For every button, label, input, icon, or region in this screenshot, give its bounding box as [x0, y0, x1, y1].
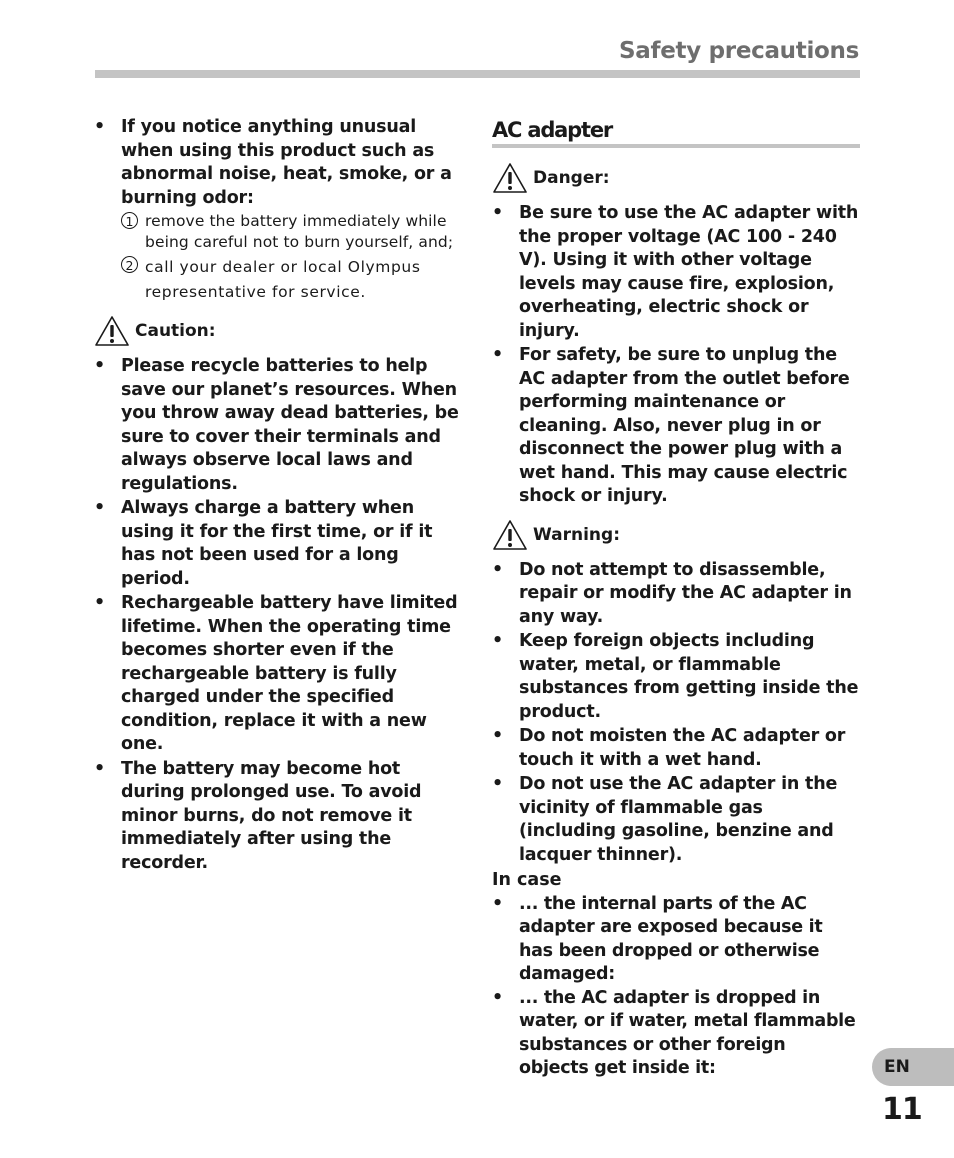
- list-item: [94, 355, 464, 496]
- left-column: [94, 116, 464, 876]
- warning-triangle-icon: [492, 519, 528, 551]
- in-case-item: [492, 893, 860, 987]
- list-item-text: For safety, be sure to unplug the AC adapter from the outlet before performing maintenance or cleaning. Also, never plug in or disconnect the power plug with a wet hand. This may cause electric shock or injury.: [519, 345, 850, 506]
- danger-heading: [492, 162, 860, 194]
- bullet-icon: •: [94, 356, 105, 376]
- list-item-text: Do not use the AC adapter in the vicinity of flammable gas (including gasoline, benzine and lacquer thinner).: [519, 774, 838, 865]
- step-item: [94, 255, 464, 305]
- in-case-label: In case: [492, 870, 562, 890]
- right-column: [492, 116, 860, 1081]
- bullet-icon: •: [492, 559, 503, 580]
- danger-label: Danger:: [533, 168, 610, 188]
- warning-heading: [492, 519, 860, 551]
- list-item: [492, 773, 860, 867]
- bullet-icon: •: [94, 758, 105, 779]
- list-item-text: Please recycle batteries to help save our planet’s resources. When you throw away dead batteries, be sure to cover their terminals and always observe local laws and regulations.: [121, 356, 459, 494]
- step-text: remove the battery immediately while being careful not to burn yourself, and;: [145, 212, 454, 251]
- list-item-text: Do not moisten the AC adapter or touch it with a wet hand.: [519, 726, 846, 770]
- list-item-text: Keep foreign objects including water, metal, or flammable substances from getting inside the product.: [519, 631, 859, 722]
- bullet-icon: •: [492, 726, 503, 746]
- caution-label: Caution:: [135, 321, 216, 341]
- section-title: AC adapter: [492, 118, 613, 142]
- list-item: [94, 758, 464, 876]
- warning-triangle-icon: [492, 162, 528, 194]
- caution-heading: [94, 315, 464, 347]
- list-item: [492, 344, 860, 509]
- step-number-1: 1: [121, 212, 138, 229]
- bullet-icon: •: [492, 987, 503, 1008]
- step-number-2: 2: [121, 256, 138, 273]
- step-text: call your dealer or local Olympus representative for service.: [145, 258, 421, 301]
- header-rule: [95, 70, 860, 78]
- language-tab: EN: [872, 1048, 954, 1086]
- list-item-unusual: [94, 116, 464, 210]
- bullet-icon: •: [94, 498, 105, 518]
- list-item: [492, 559, 860, 630]
- bullet-icon: •: [94, 593, 105, 613]
- list-item: [94, 592, 464, 757]
- list-item: [492, 630, 860, 724]
- list-item: [492, 202, 860, 343]
- list-item: [492, 725, 860, 772]
- warning-triangle-icon: [94, 315, 130, 347]
- bullet-icon: •: [492, 203, 503, 223]
- in-case-text: ... the internal parts of the AC adapter are exposed because it has been dropped or otherwise damaged:: [519, 893, 823, 984]
- list-item-text: Be sure to use the AC adapter with the proper voltage (AC 100 - 240 V). Using it with other voltage levels may cause fire, explosion, overheating, electric shock or injury.: [519, 203, 859, 341]
- in-case-text: ... the AC adapter is dropped in water, or if water, metal flammable substances or other foreign objects get inside it:: [519, 987, 856, 1078]
- list-item-text: Do not attempt to disassemble, repair or modify the AC adapter in any way.: [519, 559, 852, 627]
- bullet-icon: •: [94, 117, 105, 137]
- page-title: Safety precautions: [619, 38, 859, 64]
- bullet-icon: •: [492, 893, 503, 914]
- bullet-icon: •: [492, 345, 503, 365]
- step-item: [94, 211, 464, 253]
- list-item-text: If you notice anything unusual when using this product such as abnormal noise, heat, smoke, or a burning odor:: [121, 117, 452, 208]
- section-rule: [492, 144, 860, 148]
- warning-label: Warning:: [533, 524, 621, 545]
- list-item-text: Rechargeable battery have limited lifetime. When the operating time becomes shorter even if the rechargeable battery is fully charged under the specified condition, replace it with a new one.: [121, 593, 458, 754]
- bullet-icon: •: [492, 774, 503, 794]
- list-item-text: Always charge a battery when using it for the first time, or if it has not been used for a long period.: [121, 498, 433, 589]
- list-item: [94, 497, 464, 591]
- page-number: 11: [882, 1092, 922, 1127]
- in-case-item: [492, 987, 860, 1081]
- bullet-icon: •: [492, 631, 503, 651]
- list-item-text: The battery may become hot during prolonged use. To avoid minor burns, do not remove it immediately after using the recorder.: [121, 758, 422, 873]
